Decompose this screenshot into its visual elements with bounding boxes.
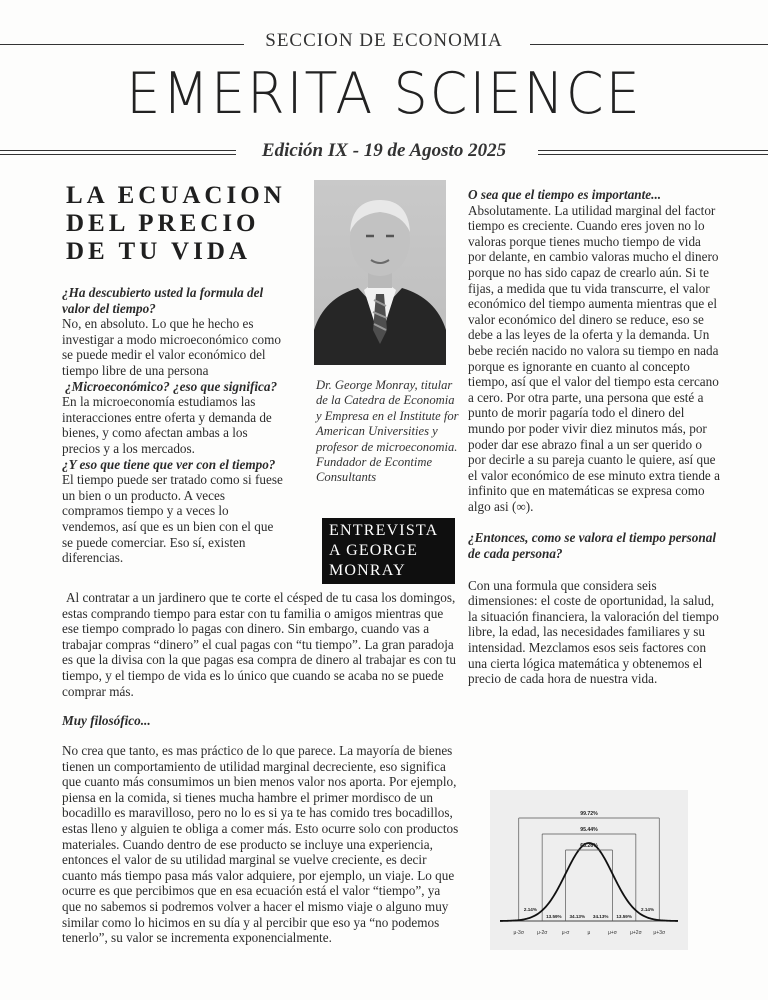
x-tick-label: μ+σ <box>607 930 617 936</box>
headline-line: DEL PRECIO <box>66 210 260 237</box>
headline-line: LA ECUACION <box>66 182 286 209</box>
x-tick-label: μ+2σ <box>630 930 642 936</box>
edition-date: Edición IX - 19 de Agosto 2025 <box>261 140 507 161</box>
header-rule-right <box>530 44 768 45</box>
gardener-paragraph: Al contratar a un jardinero que te corte el césped de tu casa los domingos, estas comprando tiempo para estar con tu familia o amigos mientras que ese tiempo comprado lo pagas con dinero. Sin embargo, cuando vas a trabajar compras “dinero” el cual pagas con “tu tiempo”. La gran paradoja es que la divisa con la que pagas esa compra de dinero al trabajar es con tu tiempo, y el tiempo de vida es lo único que cuando se acaba no se puede comprar más. <box>62 590 457 699</box>
x-tick-label: μ-2σ <box>536 930 548 936</box>
segment-percent-label: 34.13% <box>569 914 586 919</box>
photo-caption: Dr. George Monray, titular de la Catedra de Economia y Empresa en el Institute for American Universities y profesor de microeconomia. Fundador de Econtime Consultants <box>316 378 459 485</box>
bracket-label: 95.44% <box>580 827 598 833</box>
interview-line: ENTREVISTA <box>329 522 439 539</box>
x-tick-label: μ-σ <box>561 930 570 936</box>
segment-percent-label: 2.14% <box>523 907 537 912</box>
edition-rule-right <box>538 150 768 155</box>
segment-percent-label: 34.13% <box>592 914 609 919</box>
answer-2: En la microeconomía estudiamos las interacciones entre oferta y demanda de bienes, y como afectan ambas a los precios y a los mercados. <box>62 394 272 456</box>
x-tick-label: μ+3σ <box>653 930 666 936</box>
answer-3: El tiempo puede ser tratado como si fuese un bien o un producto. A veces compramos tiempo y a veces lo vendemos, así que es un bien con el que se puede comerciar. Eso sí, existen diferencias. <box>62 472 283 566</box>
author-photo <box>314 180 446 365</box>
article-headline <box>66 182 306 266</box>
x-tick-label: μ-3σ <box>513 930 524 936</box>
segment-percent-label: 13.59% <box>546 914 562 919</box>
question-3: ¿Y eso que tiene que ver con el tiempo? <box>62 456 276 472</box>
answer-6: Con una formula que considera seis dimensiones: el coste de oportunidad, la salud, la situación financiera, la valoración del tiempo libre, la edad, las necesidades familiares y su intensidad. Mezclamos esos seis factores con una cierta lógica matemática y obtenemos el precio de cada hora de nuestra vida. <box>468 577 719 687</box>
bracket-label: 99.72% <box>580 811 598 817</box>
bracket-label: 68.26% <box>580 843 598 849</box>
question-5: O sea que el tiempo es importante... <box>468 187 662 202</box>
utility-paragraph: No crea que tanto, es mas práctico de lo que parece. La mayoría de bienes tienen un comportamiento de utilidad marginal decreciente, eso significa que cuanto más consumimos un bien menos valor nos aporta. Por ejemplo, piensa en la comida, si tienes mucha hambre el primer mordisco de un bocadillo es maravilloso, pero no lo es si ya te has comido tres bocadillos, estas lleno y alguien te obliga a comer más. Esto ocurre solo con productos materiales. Cuando dentro de ese producto se incluye una experiencia, entonces el valor de su utilidad marginal se vuelve creciente, es decir cuanto más tiempo pasa más valor adquiere, por ejemplo, un viaje. Lo que ocurre es que percibimos que en esa ecuación está el valor “tiempo”, ya que no sabemos si podremos volver a hacer el mismo viaje o alguno muy similar como lo hicimos en su día y al percibir que eso ya “no podemos tenerlo”, su valor se incrementa exponencialmente. <box>62 743 459 946</box>
interview-line: A GEORGE <box>329 542 419 559</box>
intro-qa <box>62 285 284 566</box>
answer-5: Absolutamente. La utilidad marginal del factor tiempo es creciente. Cuando eres joven no lo valoras porque tienes mucho tiempo de vida por delante, en cambio valoras mucho el dinero porque no has sido capaz de crearlo aún. Si te fijas, a medida que tu vida transcurre, el valor económico del tiempo aumenta mientras que el valor económico del dinero se reduce, eso se debe a las leyes de la oferta y la demanda. Un bebe recién nacido no valora su tiempo en nada porque es ignorante en cuanto al concepto tiempo, así que el valor del tiempo esta cercano a cero. Por otra parte, una persona que esté a punto de morir pagaría todo el dinero del mundo por poder vivir diez minutos más, por poder dar ese abrazo final a un ser querido o por decirle a su pareja cuanto le quiere, así que el valor económico de ese minuto extra tiende a infinito que en matemáticas se expresa como algo asi (∞). <box>468 202 720 514</box>
segment-percent-label: 13.59% <box>616 914 632 919</box>
right-column <box>468 187 720 687</box>
question-1: ¿Ha descubierto usted la formula del valor del tiempo? <box>62 285 264 316</box>
segment-percent-label: 2.14% <box>641 907 655 912</box>
answer-1: No, en absoluto. Lo que he hecho es investigar a modo microeconómico como se puede medir el valor económico del tiempo libre de una persona <box>62 316 281 378</box>
portrait-image <box>314 180 446 365</box>
interview-label-box <box>322 518 455 584</box>
question-6: ¿Entonces, como se valora el tiempo personal de cada persona? <box>468 530 716 562</box>
question-2: ¿Microeconómico? ¿eso que significa? <box>65 378 278 394</box>
x-tick-label: μ <box>587 930 591 936</box>
section-label: SECCION DE ECONOMIA <box>265 30 503 51</box>
headline-line: DE TU VIDA <box>66 238 251 265</box>
interview-line: MONRAY <box>329 562 406 579</box>
question-4: Muy filosófico... <box>62 713 151 728</box>
normal-distribution-chart <box>490 790 688 950</box>
chart-svg <box>490 790 688 950</box>
masthead-title: EMERITA SCIENCE <box>126 60 642 127</box>
